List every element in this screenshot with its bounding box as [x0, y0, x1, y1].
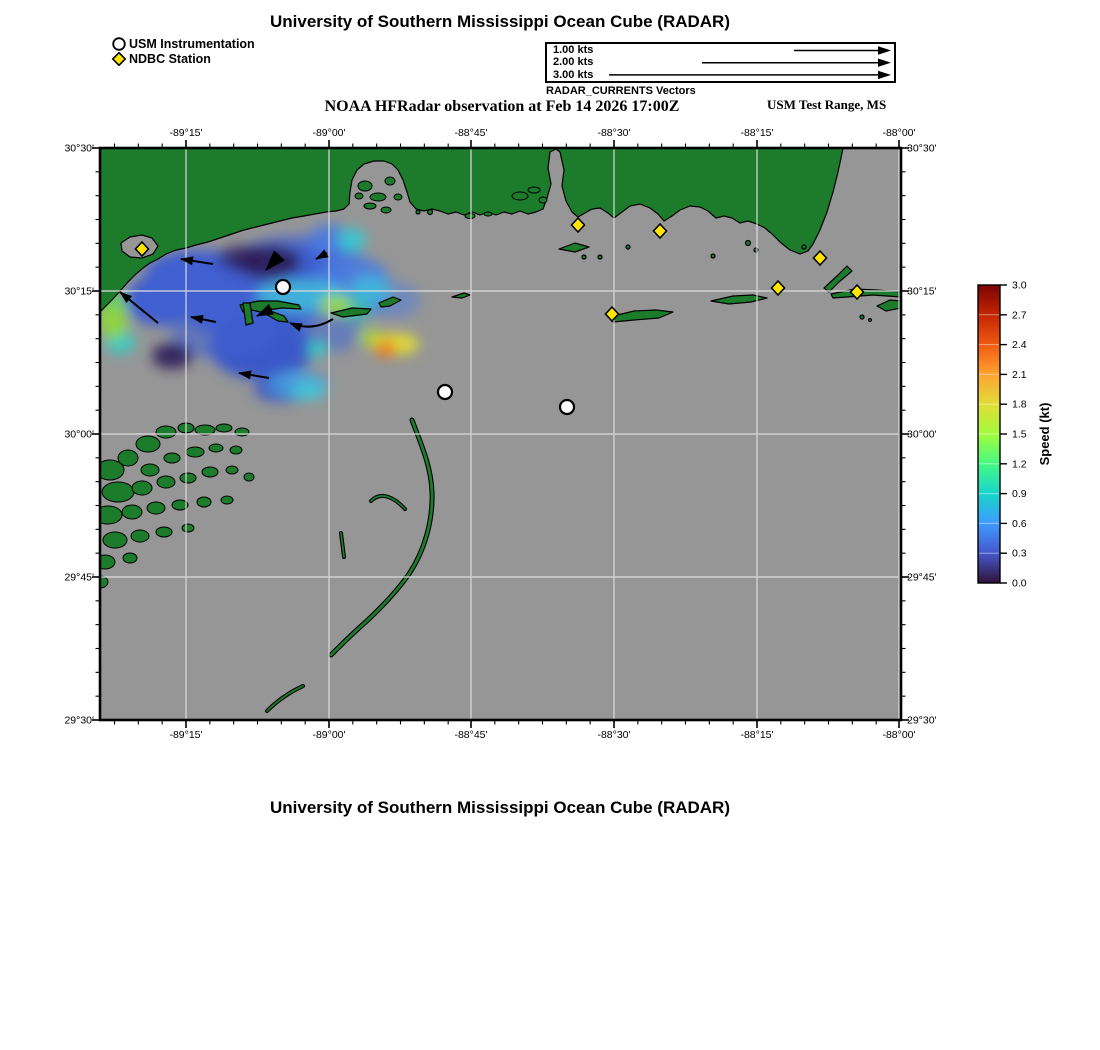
marsh-island [156, 426, 176, 438]
speed-blob [350, 276, 390, 304]
islet [869, 319, 872, 322]
vector-scale-row: 1.00 kts [553, 44, 594, 56]
marsh-island [226, 466, 238, 474]
islet [626, 245, 630, 249]
islet [746, 241, 751, 246]
marsh-island [123, 553, 137, 563]
marsh-island [157, 476, 175, 488]
colorbar-tick-label: 0.6 [1012, 517, 1027, 530]
marsh-island [512, 192, 528, 200]
axis-tick-label: 30°00' [64, 428, 94, 441]
marsh-island [355, 193, 363, 199]
colorbar-tick-label: 2.4 [1012, 339, 1027, 352]
marsh-island [209, 444, 223, 452]
marsh-island [221, 496, 233, 504]
marsh-island [235, 428, 249, 436]
axis-tick-label: 29°30' [64, 714, 94, 727]
islet [598, 255, 602, 259]
marker-legend [111, 37, 255, 66]
marsh-island [381, 207, 391, 213]
axis-tick-label: -88°00' [882, 127, 916, 139]
marsh-island [230, 446, 242, 454]
axis-tick-label: -88°30' [597, 127, 631, 139]
marsh-island [164, 453, 180, 463]
marsh-island [136, 436, 160, 452]
axis-tick-label: 29°45' [907, 571, 937, 584]
marsh-island [103, 532, 127, 548]
axis-tick-label: -88°15' [740, 729, 774, 741]
speed-blob [375, 341, 397, 357]
marsh-island [528, 187, 540, 193]
legend-label: USM Instrumentation [129, 37, 255, 52]
vector-scale-row: 3.00 kts [553, 68, 594, 81]
usm-instrument-marker [438, 385, 452, 399]
axis-tick-label: 29°45' [64, 571, 94, 584]
colorbar-tick-label: 1.2 [1012, 458, 1027, 471]
marsh-island [102, 482, 134, 502]
observation-subtitle: NOAA HFRadar observation at Feb 14 2026 17:00Z [324, 98, 680, 115]
usm-instrument-marker [276, 280, 290, 294]
marsh-island [244, 473, 254, 481]
islet [711, 254, 715, 258]
marsh-island [147, 502, 165, 514]
marsh-island [180, 473, 196, 483]
marsh-island [197, 497, 211, 507]
marsh-island [182, 524, 194, 532]
colorbar-tick-label: 0.3 [1012, 547, 1027, 560]
colorbar-tick-label: 2.1 [1012, 368, 1027, 381]
axis-tick-label: 30°00' [907, 428, 937, 441]
axis-tick-label: 30°30' [64, 142, 94, 155]
colorbar-tick-label: 2.7 [1012, 309, 1027, 322]
islet [802, 245, 806, 249]
axis-tick-label: -89°15' [169, 729, 203, 741]
marsh-island [94, 506, 122, 524]
marsh-island [364, 203, 376, 209]
marsh-island [394, 194, 402, 200]
marsh-island [141, 464, 159, 476]
marsh-island [131, 530, 149, 542]
axis-tick-label: -89°15' [169, 127, 203, 139]
colorbar-tick-label: 0.0 [1012, 577, 1027, 590]
axis-tick-label: -88°45' [454, 127, 488, 139]
marsh-island [156, 527, 172, 537]
marsh-island [202, 467, 218, 477]
marsh-island [95, 555, 115, 569]
axis-tick-label: 30°30' [907, 142, 937, 155]
islet [582, 255, 586, 259]
colorbar-tick-label: 1.5 [1012, 428, 1027, 441]
vector-scale-row: 2.00 kts [553, 56, 594, 69]
speed-blob [218, 245, 262, 271]
usm-instrument-icon [111, 37, 127, 51]
legend-item-usm [111, 37, 255, 51]
legend-item-ndbc [111, 51, 255, 65]
marsh-island [186, 447, 204, 457]
axis-tick-label: -88°45' [454, 729, 488, 741]
vector-scale-box [545, 42, 896, 83]
marsh-island [539, 197, 547, 203]
axis-tick-label: 30°15' [64, 285, 94, 298]
page-title: University of Southern Mississippi Ocean Cube (RADAR) [269, 12, 730, 31]
region-label: USM Test Range, MS [767, 97, 887, 112]
axis-tick-label: 30°15' [907, 285, 937, 298]
speed-blob [338, 228, 366, 252]
footer-title: University of Southern Mississippi Ocean Cube (RADAR) [269, 798, 730, 817]
marsh-island [216, 424, 232, 432]
colorbar-tick-label: 3.0 [1012, 279, 1027, 292]
islet [416, 210, 420, 214]
axis-tick-label: -88°15' [740, 127, 774, 139]
speed-blob [307, 341, 327, 357]
marsh-island [370, 193, 386, 201]
marsh-island [385, 177, 395, 185]
axis-tick-label: -89°00' [312, 729, 346, 741]
colorbar-tick-label: 0.9 [1012, 488, 1027, 501]
ndbc-station-icon [111, 52, 127, 66]
marsh-island [132, 481, 152, 495]
axis-tick-label: -88°30' [597, 729, 631, 741]
marsh-island [465, 214, 475, 219]
islet [860, 315, 864, 319]
marsh-island [122, 505, 142, 519]
axis-tick-label: -88°00' [882, 729, 916, 741]
marsh-island [118, 450, 138, 466]
marsh-island [484, 212, 492, 216]
vector-scale-caption: RADAR_CURRENTS Vectors [546, 85, 696, 97]
speed-blob [290, 382, 326, 400]
marsh-island [358, 181, 372, 191]
legend-label: NDBC Station [129, 51, 211, 66]
usm-instrument-marker [560, 400, 574, 414]
colorbar-title: Speed (kt) [1037, 402, 1052, 466]
islet [428, 210, 433, 215]
axis-tick-label: -89°00' [312, 127, 346, 139]
axis-tick-label: 29°30' [907, 714, 937, 727]
colorbar [978, 280, 1052, 590]
colorbar-tick-label: 1.8 [1012, 398, 1027, 411]
